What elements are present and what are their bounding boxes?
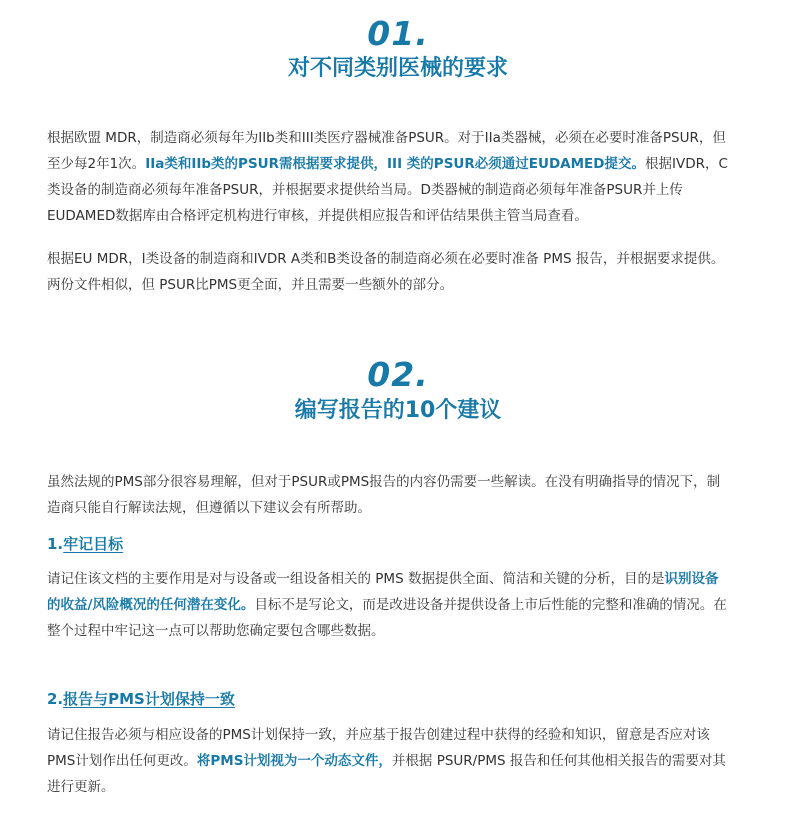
highlight-text: 将PMS计划视为一个动态文件， <box>196 753 392 769</box>
section-2-number: 02. <box>367 355 429 394</box>
tip-2-heading <box>47 688 235 710</box>
section-1-paragraph-1 <box>47 125 731 229</box>
section-1-number: 01. <box>367 14 429 53</box>
tip-number: 1. <box>47 535 64 553</box>
tip-2-paragraph <box>47 722 731 800</box>
text-run: 目标不是写论文，而是改进设备并提供设备上市后性能的完整和准确的情况。在整个过程中牢记这一点可以帮助您确定要包含哪些数据。 <box>47 597 727 639</box>
highlight-text: 识别设备的收益/风险概况的任何潜在变化。 <box>47 571 719 613</box>
tip-title: 牢记目标 <box>63 535 124 553</box>
text-run: 并根据 PSUR/PMS 报告和任何其他相关报告的需要对其进行更新。 <box>47 753 726 795</box>
text-run: 根据欧盟 MDR，制造商必须每年为IIb类和III类医疗器械准备PSUR。对于IIa类器械，必须在必要时准备PSUR，但至少每2年1次。 <box>47 130 726 172</box>
highlight-text: IIa类和IIb类的PSUR需根据要求提供，III 类的PSUR必须通过EUDAMED提交。 <box>145 156 645 172</box>
tip-number: 2. <box>47 690 64 708</box>
section-2-title: 编写报告的10个建议 <box>294 398 502 423</box>
text-run: 请记住报告必须与相应设备的PMS计划保持一致，并应基于报告创建过程中获得的经验和知识，留意是否应对该PMS计划作出任何更改。 <box>47 727 710 769</box>
tip-1-heading <box>47 533 123 555</box>
section-1-paragraph-2: 根据EU MDR，I类设备的制造商和IVDR A类和B类设备的制造商必须在必要时准备 PMS 报告，并根据要求提供。两份文件相似，但 PSUR比PMS更全面，并且需要一些额外的部分。 <box>47 251 725 293</box>
text-run: 请记住该文档的主要作用是对与设备或一组设备相关的 PMS 数据提供全面、简洁和关键的分析，目的是 <box>47 571 665 587</box>
section-1-title: 对不同类别医械的要求 <box>287 56 508 81</box>
section-2-intro: 虽然法规的PMS部分很容易理解，但对于PSUR或PMS报告的内容仍需要一些解读。在没有明确指导的情况下，制造商只能自行解读法规，但遵循以下建议会有所帮助。 <box>47 474 721 516</box>
tip-title: 报告与PMS计划保持一致 <box>63 690 235 708</box>
tip-1-paragraph <box>47 566 731 644</box>
text-run: 根据IVDR，C类设备的制造商必须每年准备PSUR，并根据要求提供给当局。D类器械的制造商必须每年准备PSUR并上传EUDAMED数据库由合格评定机构进行审核，并提供相应报告和评估结果供主管当局查看。 <box>47 156 728 224</box>
